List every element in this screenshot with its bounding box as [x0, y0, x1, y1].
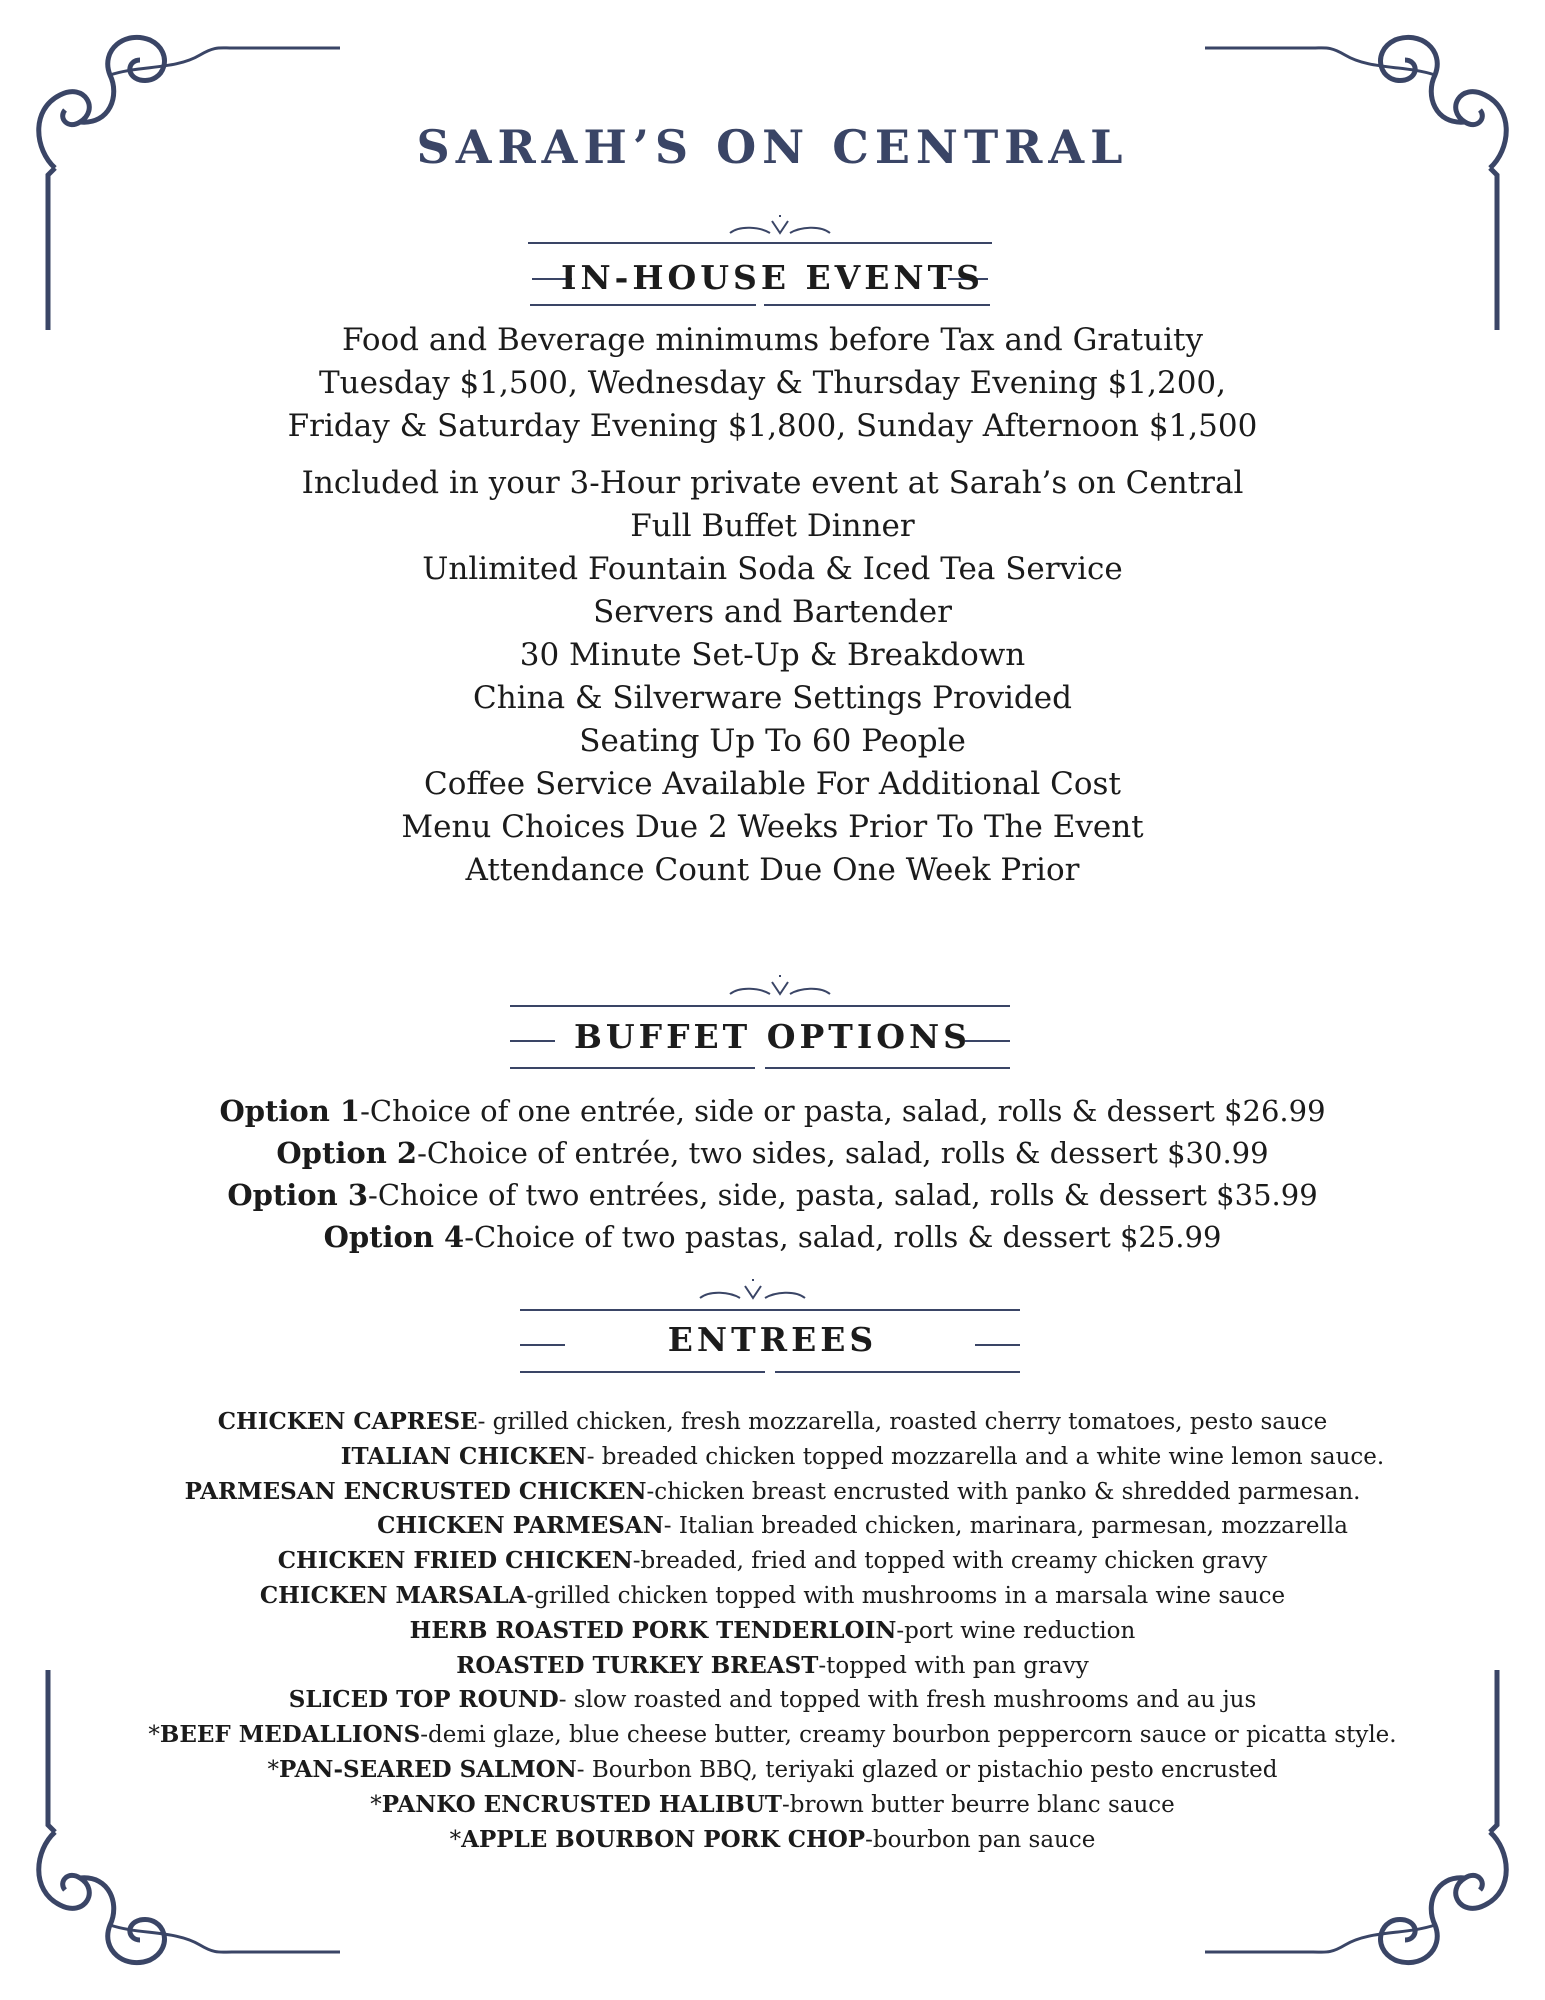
buffet-option: [0, 1090, 1545, 1132]
entree-name: PARMESAN ENCRUSTED CHICKEN: [184, 1477, 647, 1505]
entree-prefix: *: [148, 1722, 160, 1749]
buffet-options-heading: BUFFET OPTIONS: [573, 1017, 972, 1056]
entree-desc: -breaded, fried and topped with creamy chicken gravy: [632, 1548, 1268, 1575]
entree-desc: -grilled chicken topped with mushrooms in a marsala wine sauce: [526, 1582, 1286, 1609]
buffet-option: [0, 1132, 1545, 1174]
entree-item: [0, 1753, 1545, 1788]
entree-name: HERB ROASTED PORK TENDERLOIN: [409, 1616, 897, 1644]
option-label: Option 4: [323, 1220, 465, 1254]
included-item: Full Buffet Dinner: [630, 508, 915, 544]
entree-item: [0, 1614, 1545, 1649]
minimums-line: Tuesday $1,500, Wednesday & Thursday Evening $1,200,: [318, 365, 1227, 401]
entrees-heading: ENTREES: [667, 1320, 878, 1359]
entree-desc: -topped with pan gravy: [818, 1652, 1089, 1679]
option-text: -Choice of two pastas, salad, rolls & dessert $25.99: [464, 1220, 1222, 1254]
buffet-option: [0, 1174, 1545, 1216]
entrees-list: [0, 1405, 1545, 1857]
minimums-line: Food and Beverage minimums before Tax and Gratuity: [342, 322, 1203, 358]
entree-name: SLICED TOP ROUND: [288, 1686, 559, 1714]
minimums-line: Friday & Saturday Evening $1,800, Sunday Afternoon $1,500: [287, 408, 1258, 444]
entree-item: [0, 1509, 1545, 1544]
entree-item: [0, 1579, 1545, 1614]
option-text: -Choice of one entrée, side or pasta, salad, rolls & dessert $26.99: [360, 1094, 1326, 1128]
entree-name: ROASTED TURKEY BREAST: [456, 1651, 819, 1679]
entree-desc: -brown butter beurre blanc sauce: [782, 1791, 1175, 1818]
entree-name: CHICKEN CAPRESE: [217, 1408, 478, 1435]
entree-name: PANKO ENCRUSTED HALIBUT: [381, 1790, 782, 1818]
buffet-option: [0, 1216, 1545, 1258]
entree-desc: - grilled chicken, fresh mozzarella, roasted cherry tomatoes, pesto sauce: [477, 1409, 1328, 1435]
entree-desc: - Bourbon BBQ, teriyaki glazed or pistachio pesto encrusted: [576, 1756, 1278, 1783]
included-item: Included in your 3-Hour private event at Sarah’s on Central: [301, 465, 1244, 501]
entree-item: [0, 1405, 1545, 1440]
option-text: -Choice of entrée, two sides, salad, rolls & dessert $30.99: [417, 1136, 1269, 1170]
entree-item: [0, 1475, 1545, 1510]
in-house-events-heading: IN-HOUSE EVENTS: [561, 258, 984, 297]
entree-prefix: *: [370, 1791, 382, 1818]
minimums-block: [0, 319, 1545, 448]
entree-item: [0, 1718, 1545, 1753]
entree-name: ITALIAN CHICKEN: [340, 1442, 587, 1470]
included-item: Unlimited Fountain Soda & Iced Tea Service: [422, 551, 1123, 587]
included-item: Seating Up To 60 People: [579, 723, 966, 759]
included-item: Menu Choices Due 2 Weeks Prior To The Event: [401, 809, 1144, 845]
option-label: Option 1: [219, 1094, 361, 1128]
entree-name: PAN-SEARED SALMON: [278, 1755, 577, 1783]
included-item: Attendance Count Due One Week Prior: [465, 852, 1080, 888]
entree-item: [0, 1788, 1545, 1823]
entree-desc: -chicken breast encrusted with panko & shredded parmesan.: [646, 1478, 1361, 1505]
entree-item: [0, 1683, 1545, 1718]
entree-desc: -demi glaze, blue cheese butter, creamy bourbon peppercorn sauce or picatta style.: [420, 1722, 1397, 1749]
option-label: Option 3: [227, 1178, 369, 1212]
entree-name: CHICKEN FRIED CHICKEN: [277, 1547, 633, 1575]
entree-desc: - breaded chicken topped mozzarella and a white wine lemon sauce.: [586, 1443, 1385, 1470]
entree-item: [0, 1544, 1545, 1579]
option-label: Option 2: [276, 1136, 418, 1170]
included-item: China & Silverware Settings Provided: [473, 680, 1072, 716]
included-item: 30 Minute Set-Up & Breakdown: [519, 637, 1026, 673]
entree-item: [0, 1823, 1545, 1858]
entree-prefix: *: [449, 1826, 462, 1853]
option-text: -Choice of two entrées, side, pasta, salad, rolls & dessert $35.99: [368, 1178, 1318, 1212]
entree-name: CHICKEN PARMESAN: [377, 1512, 664, 1540]
entree-desc: - slow roasted and topped with fresh mushrooms and au jus: [558, 1687, 1257, 1714]
entree-prefix: *: [267, 1756, 279, 1783]
included-item: Servers and Bartender: [593, 594, 952, 630]
entree-name: BEEF MEDALLIONS: [159, 1721, 421, 1749]
included-item: Coffee Service Available For Additional Cost: [424, 766, 1121, 802]
restaurant-title: SARAH’S ON CENTRAL: [416, 120, 1129, 174]
included-list: [0, 462, 1545, 892]
entree-name: APPLE BOURBON PORK CHOP: [461, 1825, 866, 1853]
buffet-options-list: [0, 1090, 1545, 1258]
entree-desc: -bourbon pan sauce: [865, 1826, 1096, 1853]
entree-desc: - Italian breaded chicken, marinara, parmesan, mozzarella: [663, 1513, 1348, 1540]
entree-name: CHICKEN MARSALA: [259, 1581, 527, 1609]
entree-desc: -port wine reduction: [896, 1617, 1136, 1644]
entree-item: [0, 1440, 1545, 1475]
entree-item: [0, 1649, 1545, 1684]
